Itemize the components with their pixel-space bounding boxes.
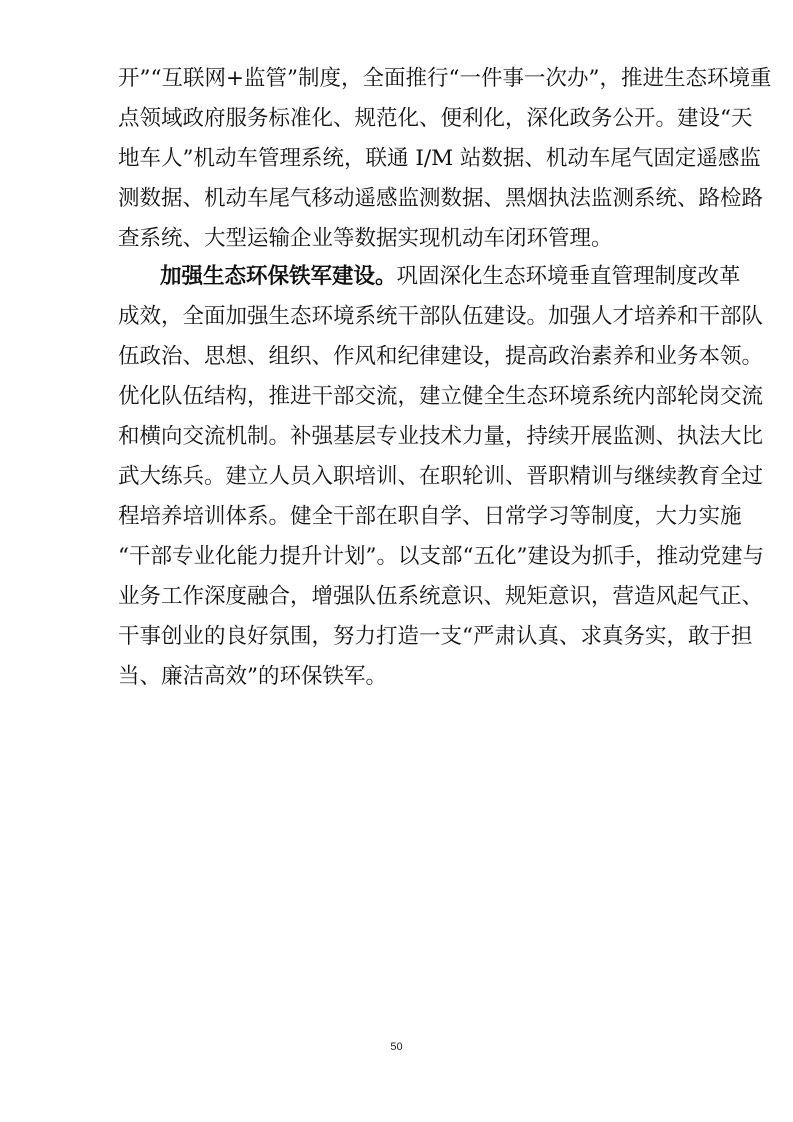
page-number: 50 <box>390 1041 403 1053</box>
paragraph-2-line: 和横向交流机制。补强基层专业技术力量，持续开展监测、执法大比 <box>118 424 764 449</box>
paragraph-2-line: 武大练兵。建立人员入职培训、在职轮训、晋职精训与继续教育全过 <box>118 464 764 489</box>
paragraph-2-line: 当、廉洁高效”的环保铁军。 <box>118 664 387 689</box>
paragraph-2-line: 伍政治、思想、组织、作风和纪律建设，提高政治素养和业务本领。 <box>118 344 764 369</box>
paragraph-2-first-line-text: 巩固深化生态环境垂直管理制度改革 <box>396 264 741 289</box>
paragraph-2-line: “干部专业化能力提升计划”。以支部“五化”建设为抓手，推动党建与 <box>118 544 764 569</box>
paragraph-1-line: 测数据、机动车尾气移动遥感监测数据、黑烟执法监测系统、路检路 <box>118 186 764 211</box>
paragraph-2-line: 程培养培训体系。健全干部在职自学、日常学习等制度，大力实施 <box>118 504 742 529</box>
paragraph-1-line: 点领域政府服务标准化、规范化、便利化，深化政务公开。建设“天 <box>118 106 753 131</box>
paragraph-2-line: 干事创业的良好氛围，努力打造一支“严肃认真、求真务实，敢于担 <box>118 624 753 649</box>
paragraph-2-line: 成效，全面加强生态环境系统干部队伍建设。加强人才培养和干部队 <box>118 304 764 329</box>
paragraph-2-line: 业务工作深度融合，增强队伍系统意识、规矩意识，营造风起气正、 <box>118 584 764 609</box>
paragraph-2-line: 优化队伍结构，推进干部交流，建立健全生态环境系统内部轮岗交流 <box>118 384 764 409</box>
paragraph-1-line: 开”“互联网+监管”制度，全面推行“一件事一次办”，推进生态环境重 <box>118 66 772 91</box>
paragraph-1-line: 地车人”机动车管理系统，联通 I/M 站数据、机动车尾气固定遥感监 <box>118 146 761 171</box>
paragraph-2-heading: 加强生态环保铁军建设。 <box>160 264 397 289</box>
paragraph-1-line: 查系统、大型运输企业等数据实现机动车闭环管理。 <box>118 226 613 251</box>
paragraph-2-first-line <box>160 260 741 294</box>
